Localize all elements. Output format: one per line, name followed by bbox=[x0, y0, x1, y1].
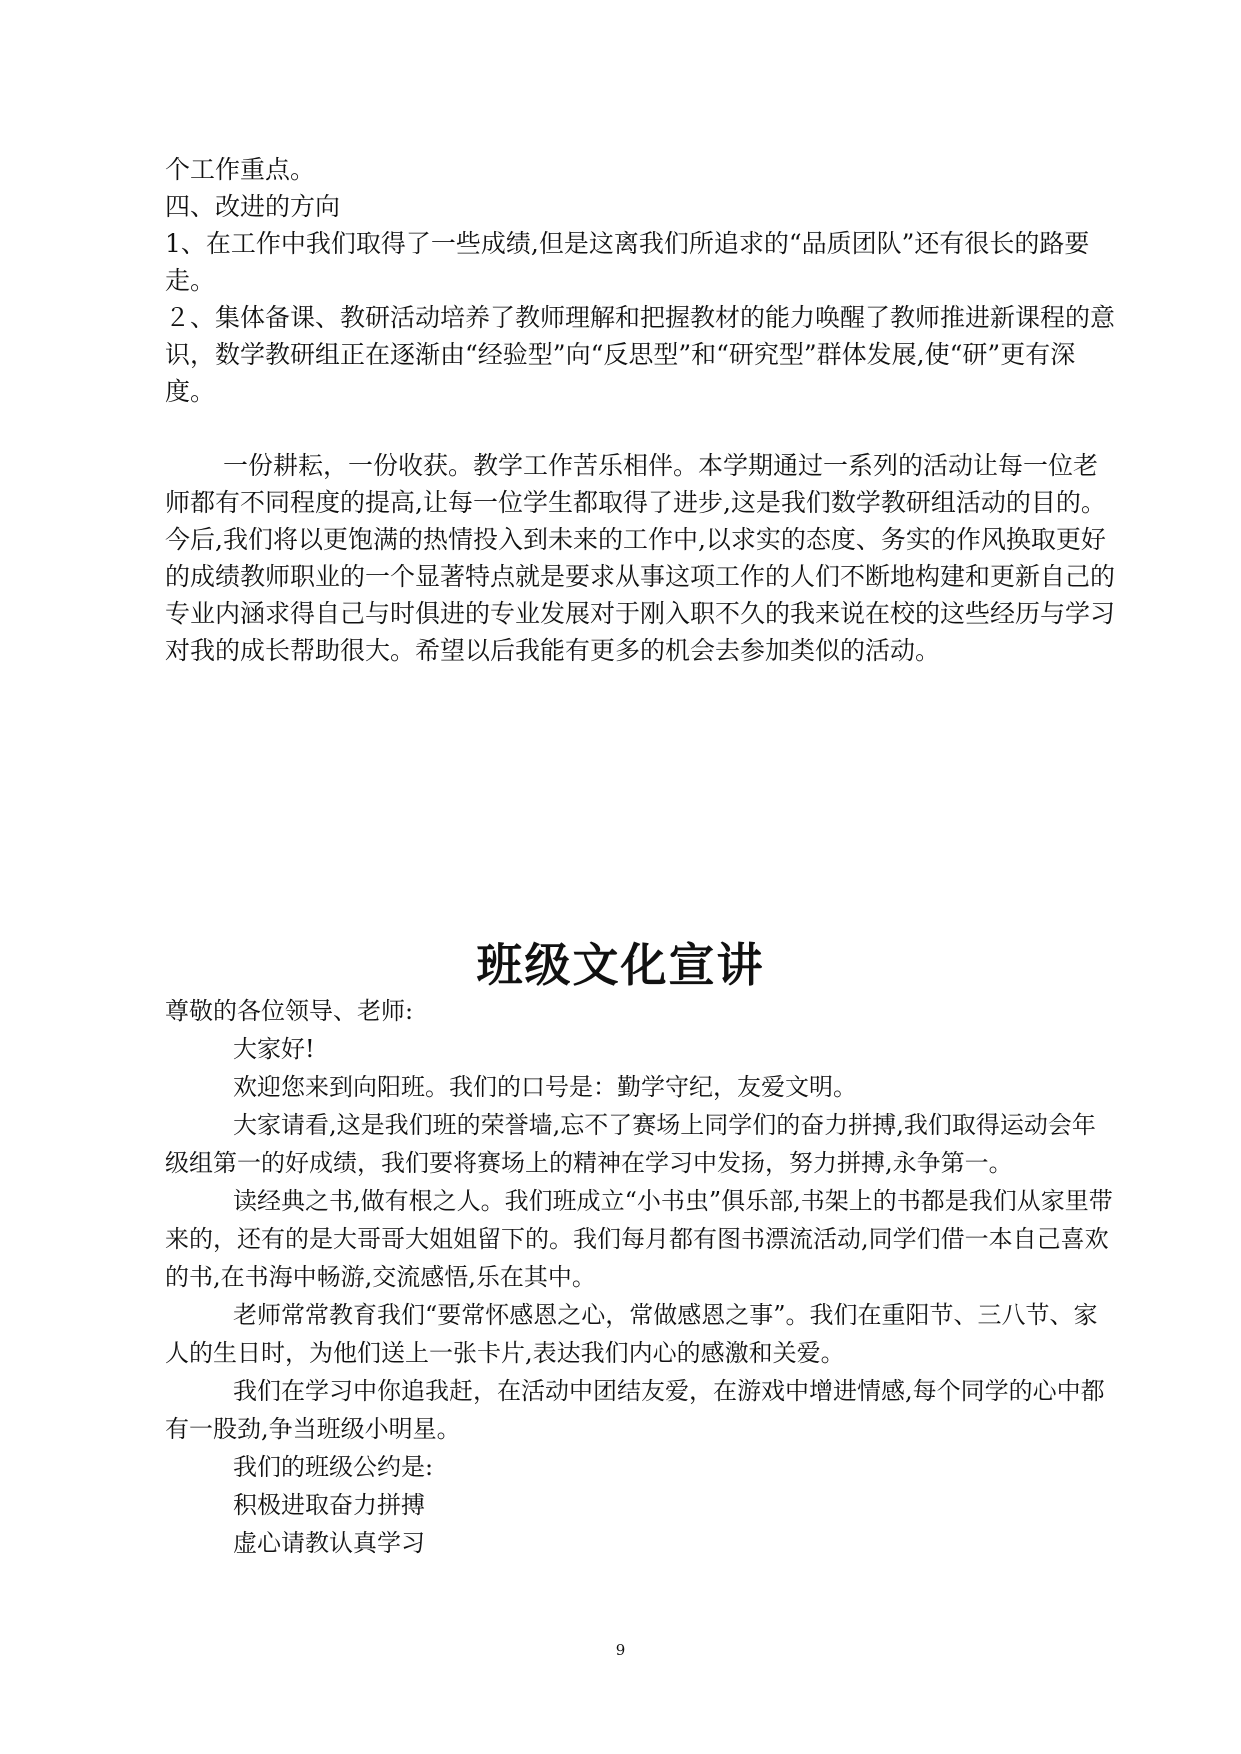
page-number: 9 bbox=[615, 1641, 626, 1659]
pledge-line: 虚心请教认真学习 bbox=[233, 1529, 425, 1557]
body-paragraph: 欢迎您来到向阳班。我们的口号是：勤学守纪，友爱文明。 bbox=[233, 1073, 857, 1101]
text-line: 个工作重点。 bbox=[165, 155, 316, 184]
body-paragraph: 大家请看,这是我们班的荣誉墙,忘不了赛场上同学们的奋力拼搏,我们取得运动会年级组第一的好成绩，我们要将赛场上的精神在学习中发扬，努力拼搏,永争第一。 bbox=[165, 1111, 1096, 1177]
list-item: 1、在工作中我们取得了一些成绩,但是这离我们所追求的“品质团队”还有很长的路要走。 bbox=[165, 229, 1090, 295]
speech-body bbox=[165, 992, 1115, 1562]
section-heading: 四、改进的方向 bbox=[165, 192, 341, 221]
body-paragraph: 我们的班级公约是: bbox=[233, 1453, 434, 1481]
previous-section-text bbox=[165, 151, 1115, 669]
body-paragraph: 读经典之书,做有根之人。我们班成立“小书虫”俱乐部,书架上的书都是我们从家里带来的，还有的是大哥哥大姐姐留下的。我们每月都有图书漂流活动,同学们借一本自己喜欢的书,在书海中畅游,交流感悟,乐在其中。 bbox=[165, 1187, 1113, 1291]
greeting: 大家好! bbox=[233, 1035, 315, 1063]
closing-paragraph: 一份耕耘，一份收获。教学工作苦乐相伴。本学期通过一系列的活动让每一位老师都有不同程度的提高,让每一位学生都取得了进步,这是我们数学教研组活动的目的。今后,我们将以更饱满的热情投入到未来的工作中,以求实的态度、务实的作风换取更好的成绩教师职业的一个显著特点就是要求从事这项工作的人们不断地构建和更新自己的专业内涵求得自己与时俱进的专业发展对于刚入职不久的我来说在校的这些经历与学习对我的成长帮助很大。希望以后我能有更多的机会去参加类似的活动。 bbox=[165, 451, 1116, 665]
list-item: ２、集体备课、教研活动培养了教师理解和把握教材的能力唤醒了教师推进新课程的意识，数学教研组正在逐渐由“经验型”向“反思型”和“研究型”群体发展,使“研”更有深度。 bbox=[165, 303, 1116, 406]
salutation: 尊敬的各位领导、老师: bbox=[165, 997, 414, 1025]
pledge-line: 积极进取奋力拼搏 bbox=[233, 1491, 425, 1519]
body-paragraph: 老师常常教育我们“要常怀感恩之心，常做感恩之事”。我们在重阳节、三八节、家人的生日时，为他们送上一张卡片,表达我们内心的感激和关爱。 bbox=[165, 1301, 1098, 1367]
page-title: 班级文化宣讲 bbox=[476, 938, 765, 992]
body-paragraph: 我们在学习中你追我赶，在活动中团结友爱，在游戏中增进情感,每个同学的心中都有一股劲,争当班级小明星。 bbox=[165, 1377, 1105, 1443]
paragraph-gap bbox=[165, 410, 1115, 447]
